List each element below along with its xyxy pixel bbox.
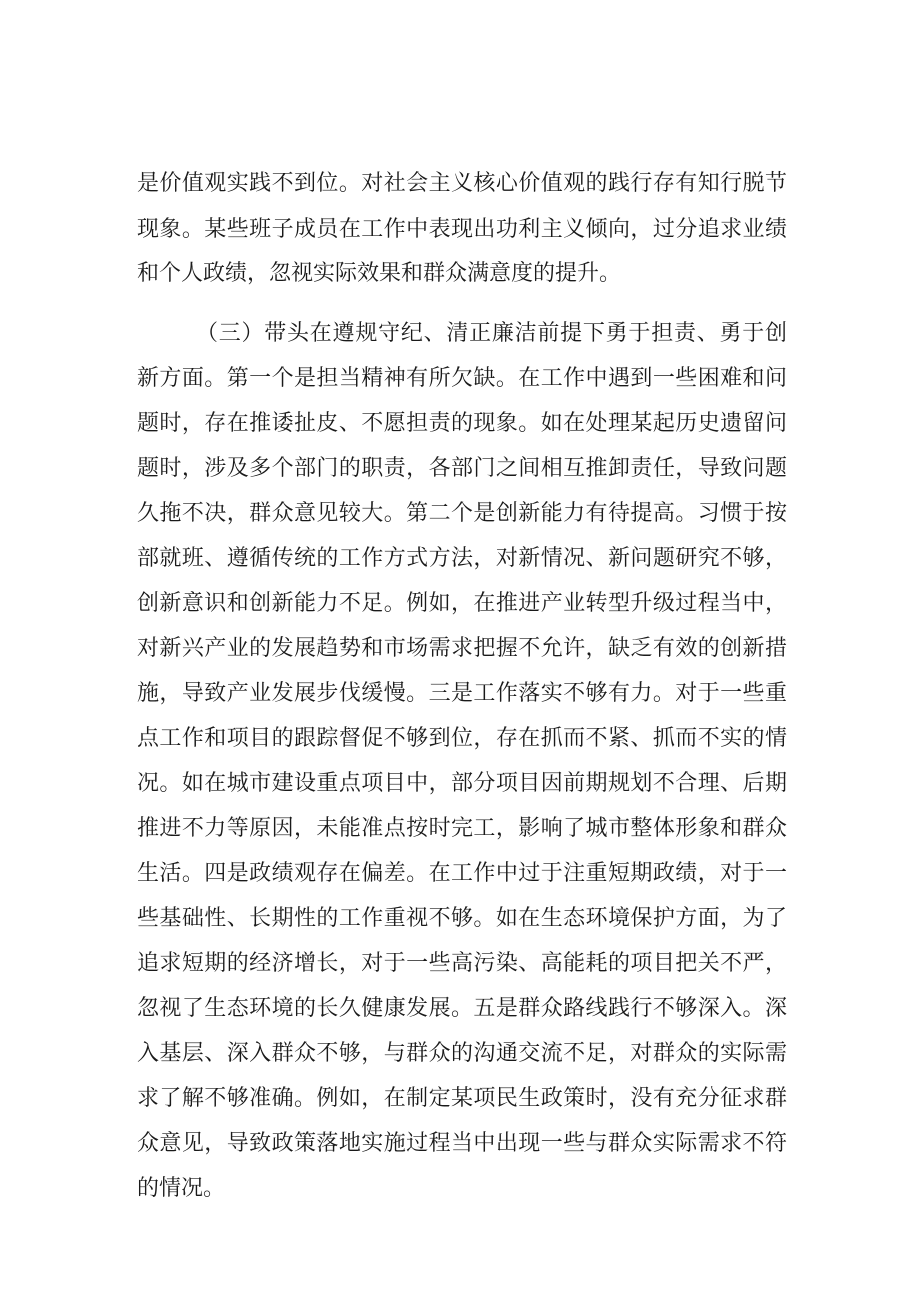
paragraph-2-line-3: 题时，存在推诿扯皮、不愿担责的现象。如在处理某起历史遗留问 — [137, 411, 787, 436]
paragraph-2-line-8: 对新兴产业的发展趋势和市场需求把握不允许，缺乏有效的创新措 — [137, 636, 787, 661]
paragraph-2-line-4: 题时，涉及多个部门的职责，各部门之间相互推卸责任，导致问题 — [137, 456, 787, 481]
paragraph-1-line-3: 和个人政绩，忽视实际效果和群众满意度的提升。 — [137, 261, 622, 286]
paragraph-2-line-10: 点工作和项目的跟踪督促不够到位，存在抓而不紧、抓而不实的情 — [137, 726, 787, 751]
paragraph-2-line-6: 部就班、遵循传统的工作方式方法，对新情况、新问题研究不够， — [137, 546, 787, 571]
paragraph-2-line-17: 入基层、深入群众不够，与群众的沟通交流不足，对群众的实际需 — [137, 1041, 787, 1066]
paragraph-1-line-1: 是价值观实践不到位。对社会主义核心价值观的践行存有知行脱节 — [137, 171, 787, 196]
paragraph-2-line-19: 众意见，导致政策落地实施过程当中出现一些与群众实际需求不符 — [137, 1131, 787, 1156]
paragraph-2-line-7: 创新意识和创新能力不足。例如，在推进产业转型升级过程当中， — [137, 591, 787, 616]
paragraph-2-line-12: 推进不力等原因，未能准点按时完工，影响了城市整体形象和群众 — [137, 816, 787, 841]
paragraph-2-line-2: 新方面。第一个是担当精神有所欠缺。在工作中遇到一些困难和问 — [137, 366, 787, 391]
paragraph-2-line-16: 忽视了生态环境的长久健康发展。五是群众路线践行不够深入。深 — [137, 996, 787, 1021]
paragraph-2-line-14: 些基础性、长期性的工作重视不够。如在生态环境保护方面，为了 — [137, 906, 787, 931]
paragraph-2-line-1: （三）带头在遵规守纪、清正廉洁前提下勇于担责、勇于创 — [196, 321, 787, 346]
paragraph-2-line-9: 施，导致产业发展步伐缓慢。三是工作落实不够有力。对于一些重 — [137, 681, 787, 706]
paragraph-1-line-2: 现象。某些班子成员在工作中表现出功利主义倾向，过分追求业绩 — [137, 217, 787, 242]
paragraph-2-line-5: 久拖不决，群众意见较大。第二个是创新能力有待提高。习惯于按 — [137, 501, 787, 526]
paragraph-2-line-18: 求了解不够准确。例如，在制定某项民生政策时，没有充分征求群 — [137, 1086, 787, 1111]
paragraph-2-line-20: 的情况。 — [137, 1176, 226, 1201]
paragraph-2-line-15: 追求短期的经济增长，对于一些高污染、高能耗的项目把关不严， — [137, 951, 787, 976]
paragraph-2-line-11: 况。如在城市建设重点项目中，部分项目因前期规划不合理、后期 — [137, 771, 787, 796]
paragraph-2-line-13: 生活。四是政绩观存在偏差。在工作中过于注重短期政绩，对于一 — [137, 861, 787, 886]
